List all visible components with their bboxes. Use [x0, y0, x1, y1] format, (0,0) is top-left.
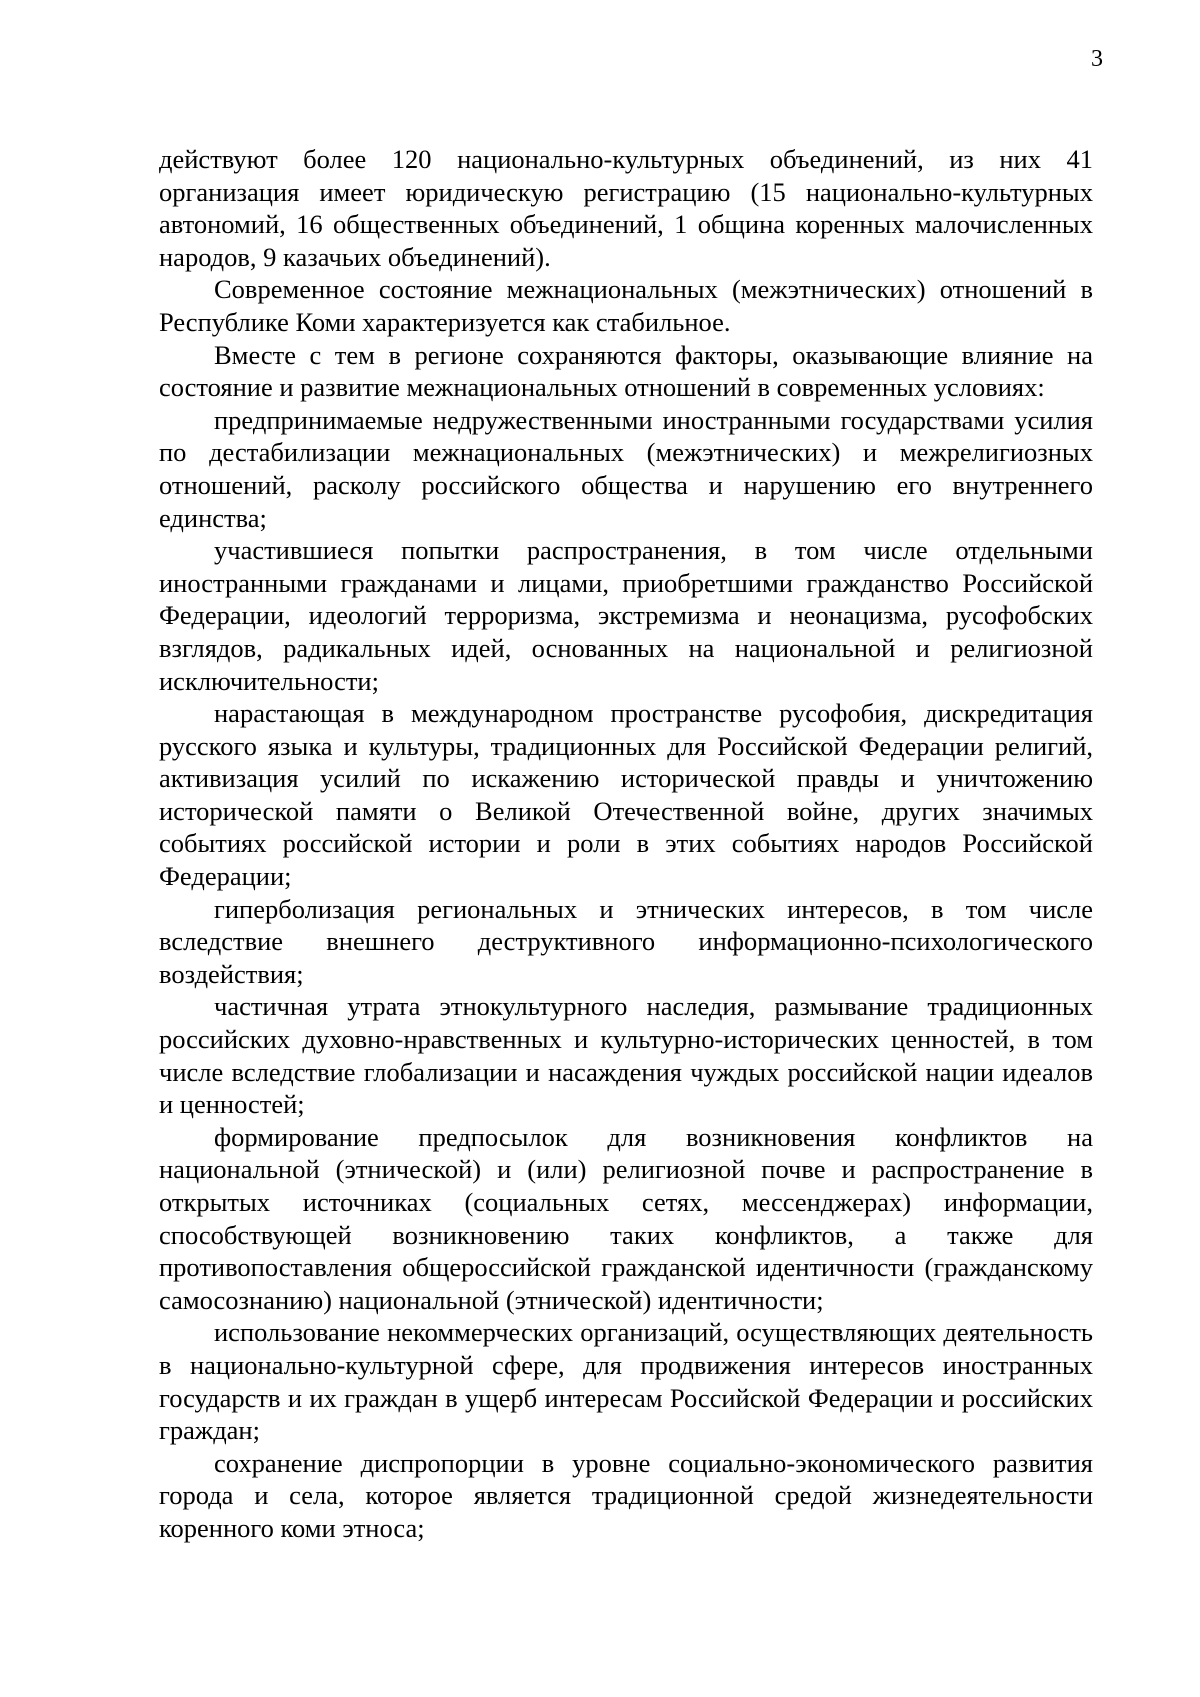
list-item-factor-1: предпринимаемые недружественными иностранными государствами усилия по дестабилизации межнациональных (межэтнических) и межрелигиозных отношений, расколу российского общества и нарушению его внутреннего единства; [159, 404, 1093, 533]
paragraph-factors-intro: Вместе с тем в регионе сохраняются факторы, оказывающие влияние на состояние и развитие межнациональных отношений в современных условиях: [159, 339, 1093, 403]
page-number: 3 [1091, 46, 1103, 72]
paragraph-continuation: действуют более 120 национально-культурных объединений, из них 41 организация имеет юридическую регистрацию (15 национально-культурных автономий, 16 общественных объединений, 1 община коренных малочисленных народов, 9 казачьих объединений). [159, 144, 1093, 272]
list-item-factor-4: гиперболизация региональных и этнических интересов, в том числе вследствие внешнего деструктивного информационно-психологического воздействия; [159, 893, 1093, 989]
list-item-factor-7: использование некоммерческих организаций, осуществляющих деятельность в национально-культурной сфере, для продвижения интересов иностранных государств и их граждан в ущерб интересам Российской Федерации и российских граждан; [159, 1317, 1093, 1446]
document-body [159, 143, 1093, 1545]
list-item-factor-8: сохранение диспропорции в уровне социально-экономического развития города и села, которое является традиционной средой жизнедеятельности коренного коми этноса; [159, 1447, 1093, 1543]
list-item-factor-6: формирование предпосылок для возникновения конфликтов на национальной (этнической) и (или) религиозной почве и распространение в открытых источниках (социальных сетях, мессенджерах) информации, способствующей возникновению таких конфликтов, а также для противопоставления общероссийской гражданской идентичности (гражданскому самосознанию) национальной (этнической) идентичности; [159, 1121, 1093, 1315]
paragraph-relations-status: Современное состояние межнациональных (межэтнических) отношений в Республике Коми характеризуется как стабильное. [159, 274, 1093, 337]
list-item-factor-5: частичная утрата этнокультурного наследия, размывание традиционных российских духовно-нравственных и культурно-исторических ценностей, в том числе вследствие глобализации и насаждения чуждых российской нации идеалов и ценностей; [159, 991, 1093, 1120]
list-item-factor-2: участившиеся попытки распространения, в том числе отдельными иностранными гражданами и лицами, приобретшими гражданство Российской Федерации, идеологий терроризма, экстремизма и неонацизма, русофобских взглядов, радикальных идей, основанных на национальной и религиозной исключительности; [159, 535, 1093, 696]
list-item-factor-3: нарастающая в международном пространстве русофобия, дискредитация русского языка и культуры, традиционных для Российской Федерации религий, активизация усилий по искажению исторической правды и уничтожению исторической памяти о Великой Отечественной войне, других значимых событиях российской истории и роли в этих событиях народов Российской Федерации; [159, 698, 1093, 892]
